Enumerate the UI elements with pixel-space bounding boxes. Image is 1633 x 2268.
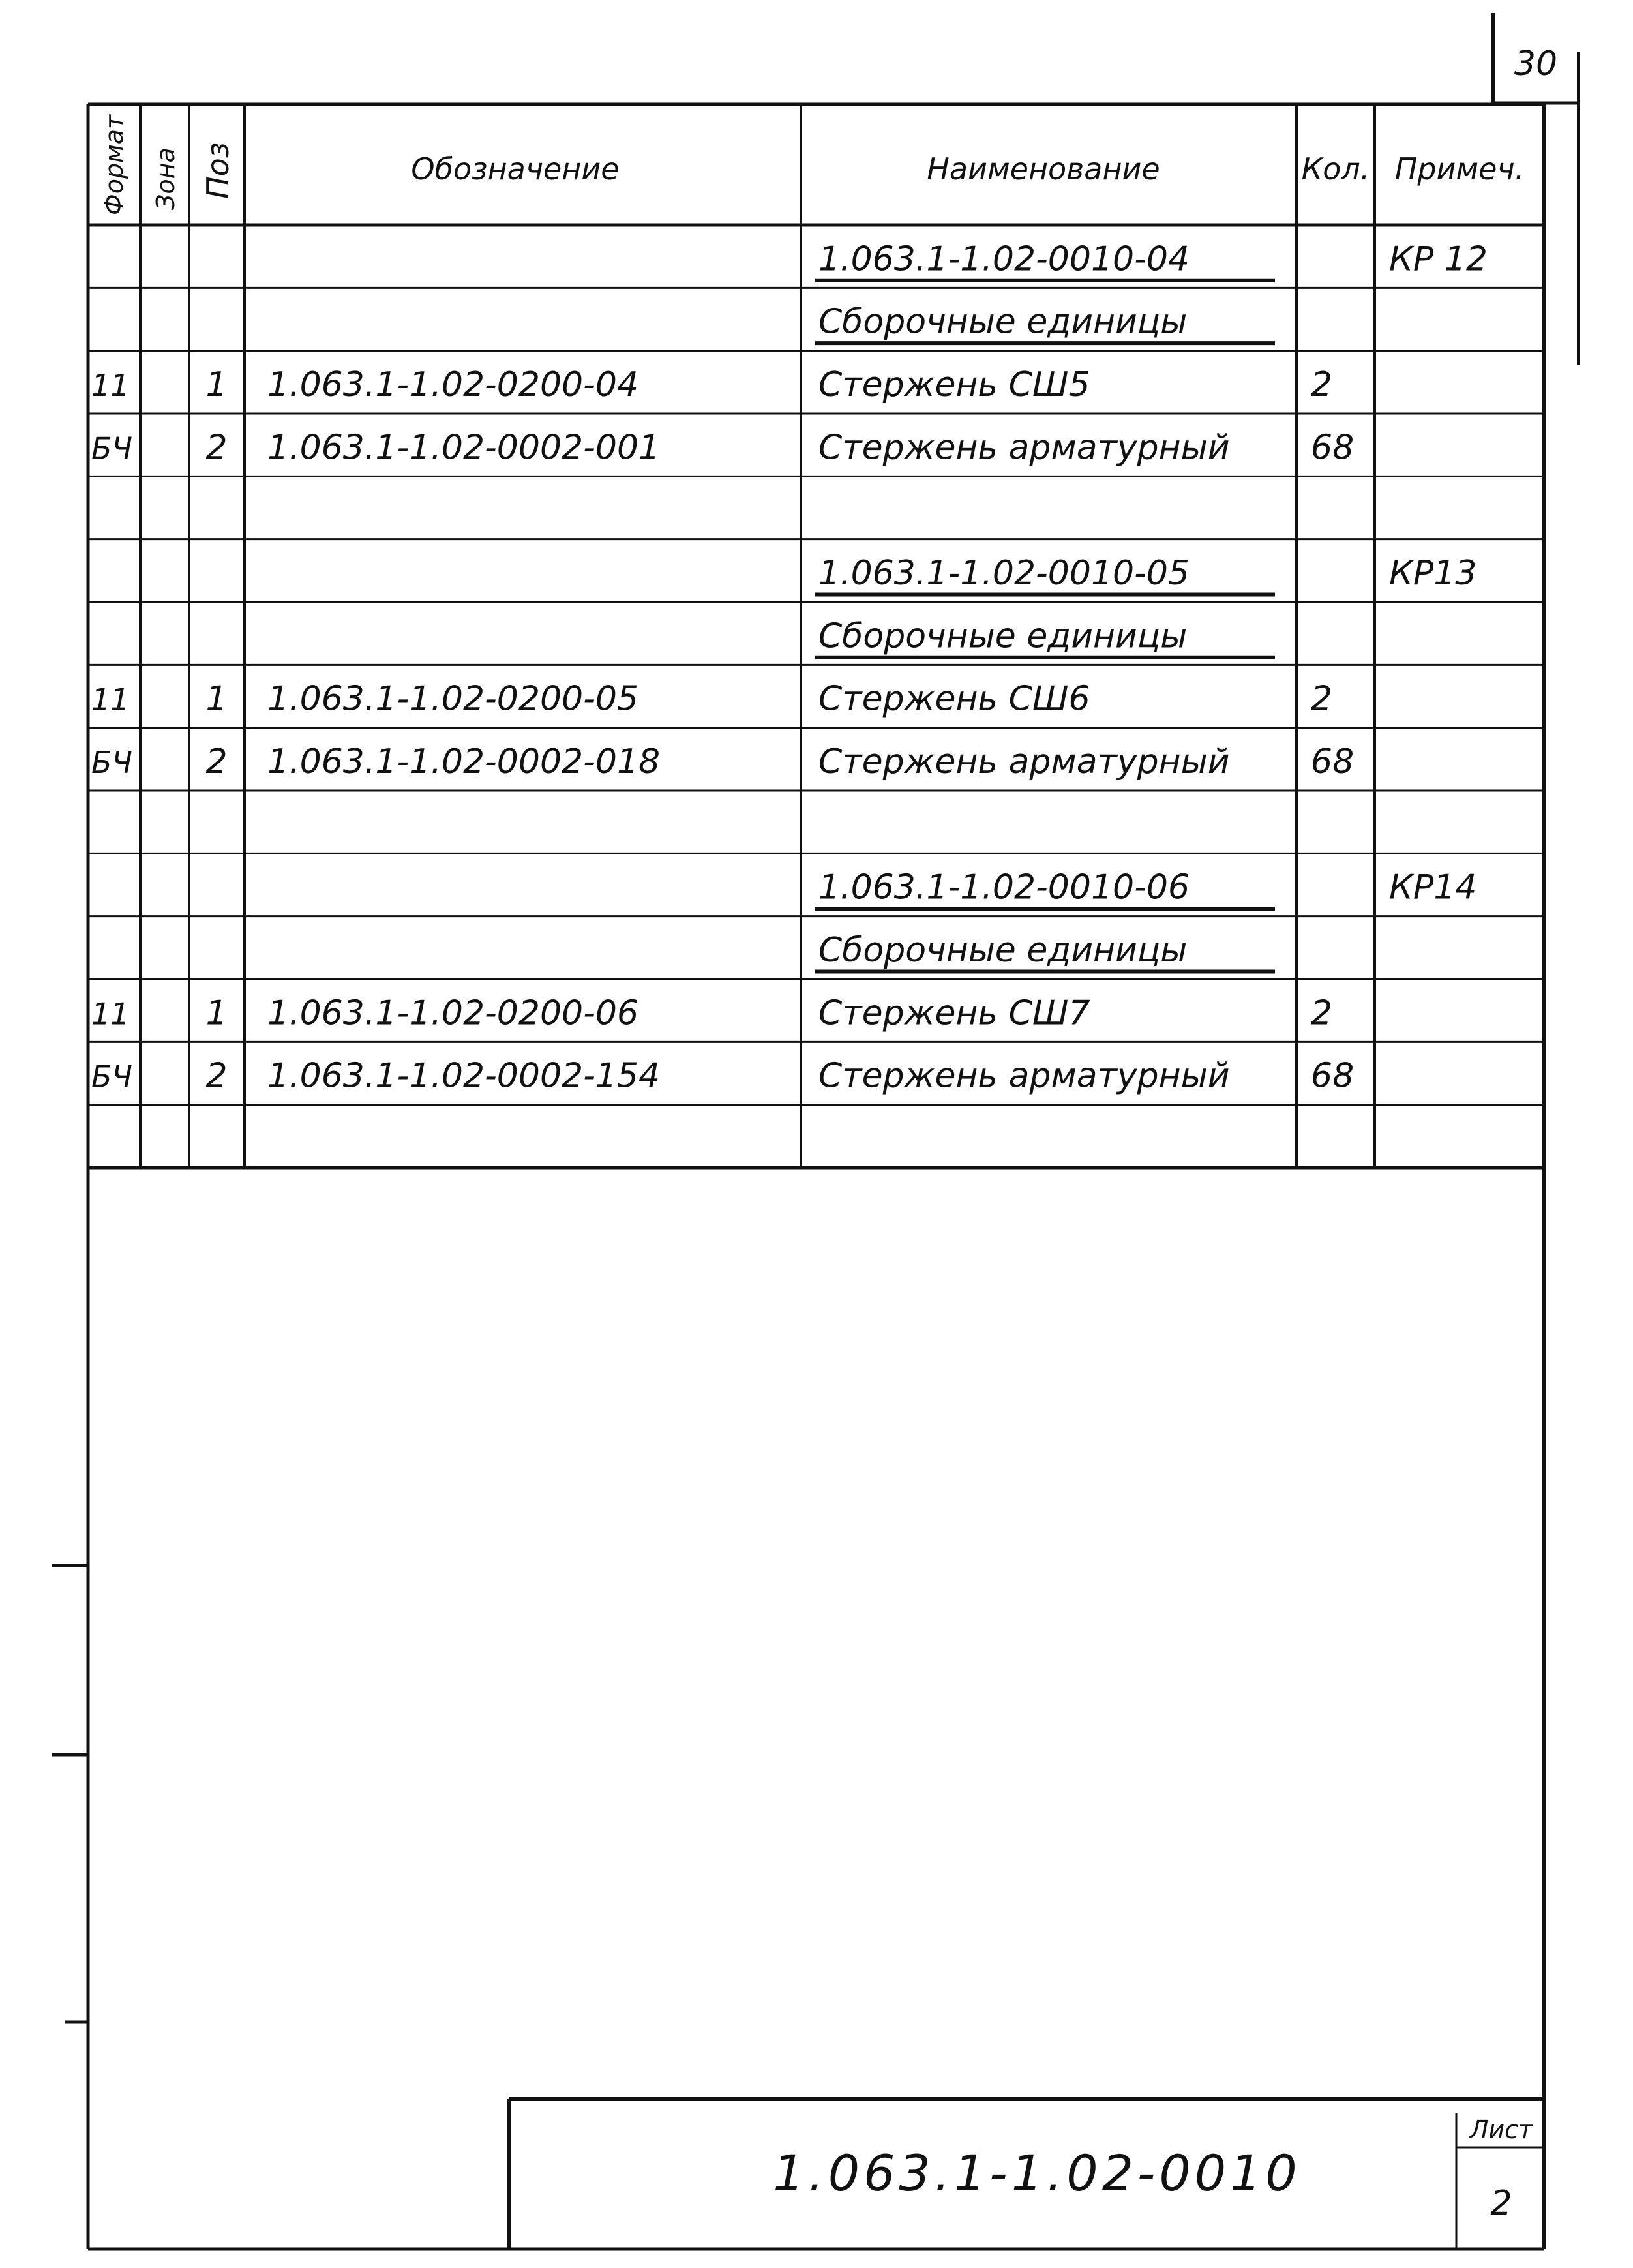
page-number-box [1493, 13, 1578, 365]
cell-designation: 1.063.1-1.02-0200-05 [267, 679, 639, 719]
cell-pos: 2 [205, 1056, 228, 1096]
header-format: Формат [100, 114, 128, 215]
cell-pos: 2 [205, 428, 228, 468]
table-row [815, 303, 1275, 343]
margin-marks [52, 1565, 88, 2022]
frame [88, 104, 1544, 2249]
cell-designation: 1.063.1-1.02-0002-018 [267, 742, 661, 782]
sheet-label: Лист [1469, 2115, 1533, 2144]
table-row [91, 993, 1332, 1033]
header-note: Примеч. [1394, 151, 1525, 187]
cell-pos: 2 [205, 742, 228, 782]
table-row [91, 680, 1332, 719]
page-number: 30 [1514, 44, 1558, 83]
cell-pos: 1 [205, 993, 228, 1033]
cell-designation: 1.063.1-1.02-0002-001 [267, 428, 661, 468]
cell-pos: 1 [205, 679, 228, 719]
cell-qty: 68 [1311, 1056, 1355, 1096]
table-row [815, 931, 1275, 971]
cell-qty: 68 [1311, 428, 1355, 468]
cell-pos: 1 [205, 365, 228, 405]
cell-name: 1.063.1-1.02-0010-04 [818, 239, 1190, 279]
header-qty: Кол. [1301, 151, 1370, 187]
cell-name: Стержень арматурный [818, 428, 1230, 468]
cell-name: 1.063.1-1.02-0010-06 [818, 868, 1190, 907]
cell-format: 11 [91, 682, 130, 718]
cell-designation: 1.063.1-1.02-0200-06 [267, 993, 639, 1033]
cell-name: 1.063.1-1.02-0010-05 [818, 554, 1190, 594]
cell-name: Стержень СШ6 [818, 679, 1090, 719]
cell-name: Стержень арматурный [818, 1056, 1230, 1096]
table-row [91, 1057, 1354, 1096]
cell-qty: 2 [1311, 679, 1333, 719]
cell-name: Стержень арматурный [818, 742, 1230, 782]
cell-format: БЧ [91, 1059, 133, 1095]
cell-name: Стержень СШ7 [818, 993, 1090, 1033]
header-pos: Поз [200, 142, 235, 199]
cell-name: Стержень СШ5 [818, 365, 1090, 405]
cell-designation: 1.063.1-1.02-0002-154 [267, 1056, 661, 1096]
table-row [91, 365, 1332, 404]
cell-note: КР 12 [1389, 239, 1488, 279]
table-row [815, 616, 1275, 657]
cell-name: Сборочные единицы [818, 616, 1188, 656]
table-row [815, 239, 1488, 280]
sheet-number: 2 [1490, 2184, 1512, 2223]
table-row [91, 742, 1354, 781]
header-name: Наименование [927, 151, 1160, 187]
cell-format: БЧ [91, 431, 133, 466]
cell-qty: 2 [1311, 365, 1333, 405]
cell-name: Сборочные единицы [818, 931, 1188, 971]
header-designation: Обозначение [411, 151, 620, 187]
cell-format: БЧ [91, 745, 133, 781]
cell-format: 11 [91, 996, 130, 1032]
cell-qty: 2 [1311, 993, 1333, 1033]
doc-number: 1.063.1-1.02-0010 [773, 2144, 1301, 2202]
table-header [100, 113, 1524, 215]
table-row [815, 868, 1476, 909]
cell-note: КР13 [1389, 554, 1477, 594]
cell-designation: 1.063.1-1.02-0200-04 [267, 365, 639, 405]
cell-qty: 68 [1311, 742, 1355, 782]
cell-note: КР14 [1389, 868, 1477, 907]
cell-name: Сборочные единицы [818, 302, 1188, 342]
table-row [91, 428, 1354, 467]
table-body [91, 239, 1488, 1095]
table-row [815, 554, 1476, 594]
cell-format: 11 [91, 368, 130, 404]
header-zone: Зона [151, 147, 180, 210]
